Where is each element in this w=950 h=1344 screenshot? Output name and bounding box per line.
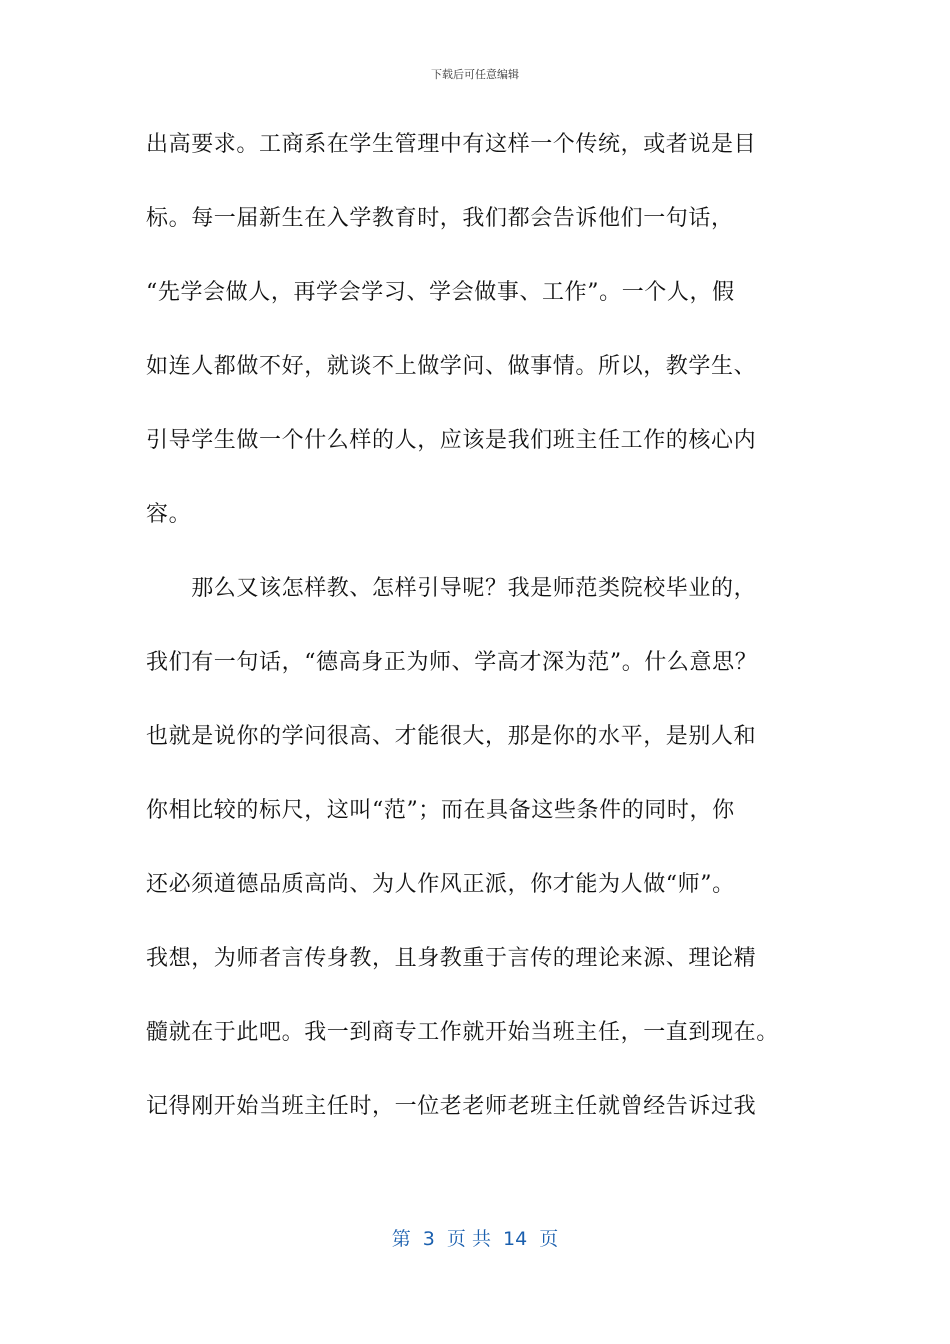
text-line: 髓就在于此吧。我一到商专工作就开始当班主任，一直到现在。 [146,1020,779,1045]
text-line: 那么又该怎样教、怎样引导呢？我是师范类院校毕业的， [146,576,757,601]
page-header-note: 下载后可任意编辑 [431,68,519,81]
text-line: 我们有一句话，“德高身正为师、学高才深为范”。什么意思？ [146,650,758,675]
text-line: 我想，为师者言传身教，且身教重于言传的理论来源、理论精 [146,946,757,971]
text-line: 你相比较的标尺，这叫“范”；而在具备这些条件的同时，你 [146,798,735,823]
text-line: 引导学生做一个什么样的人，应该是我们班主任工作的核心内 [146,428,757,453]
text-line: “先学会做人，再学会学习、学会做事、工作”。一个人，假 [146,280,735,305]
text-line: 出高要求。工商系在学生管理中有这样一个传统，或者说是目 [146,132,757,157]
text-line: 还必须道德品质高尚、为人作风正派，你才能为人做“师”。 [146,872,735,897]
document-body [146,120,826,1156]
page-number-footer: 第 3 页 共 14 页 [391,1228,559,1250]
text-line: 如连人都做不好，就谈不上做学问、做事情。所以，教学生、 [146,354,757,379]
text-line: 也就是说你的学问很高、才能很大，那是你的水平，是别人和 [146,724,757,749]
text-line: 容。 [146,502,192,527]
text-line: 标。每一届新生在入学教育时，我们都会告诉他们一句话， [146,206,734,231]
text-line: 记得刚开始当班主任时，一位老老师老班主任就曾经告诉过我 [146,1094,757,1119]
